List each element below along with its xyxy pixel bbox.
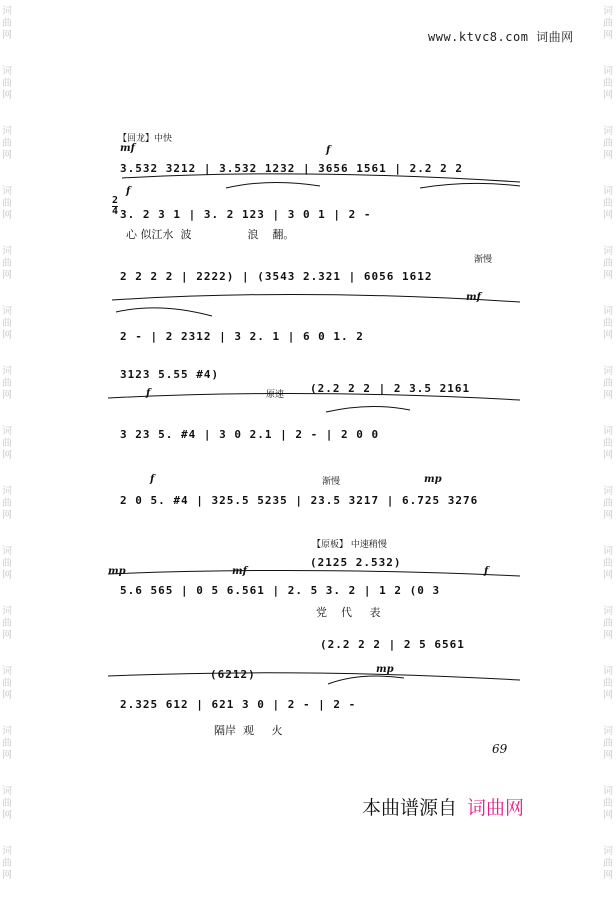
watermark-glyph: 曲 [603, 438, 613, 449]
lyrics-line: 隔岸 观 火 [214, 724, 283, 737]
notation-row: 3. 2 3 1 | 3. 2 123 | 3 0 1 | 2 - [120, 208, 372, 221]
watermark-glyph: 曲 [2, 318, 12, 329]
tempo-mark: 【回龙】中快 [118, 134, 173, 144]
watermark-glyph: 词 [2, 246, 12, 257]
watermark-glyph: 网 [603, 210, 613, 221]
watermark-glyph: 网 [603, 450, 613, 461]
watermark-glyph: 词 [2, 426, 12, 437]
watermark-glyph: 词 [2, 66, 12, 77]
watermark-glyph: 网 [2, 510, 12, 521]
dynamic-mark: mf [232, 566, 247, 577]
watermark-glyph: 网 [2, 870, 12, 881]
watermark-glyph: 网 [603, 30, 613, 41]
watermark-glyph: 词 [603, 6, 613, 17]
notation-row: 2 0 5. #4 | 325.5 5235 | 23.5 3217 | 6.725 3276 [120, 494, 479, 507]
watermark-glyph: 词 [603, 846, 613, 857]
watermark-glyph: 网 [603, 810, 613, 821]
watermark-glyph: 曲 [2, 438, 12, 449]
watermark-glyph: 词 [2, 486, 12, 497]
watermark-glyph: 曲 [2, 618, 12, 629]
watermark-glyph: 曲 [2, 498, 12, 509]
notation-row: (2.2 2 2 | 2 3.5 2161 [310, 382, 471, 395]
watermark-glyph: 词 [2, 666, 12, 677]
tempo-mark: 【原板】 中速稍慢 [312, 540, 387, 550]
watermark-glyph: 词 [2, 6, 12, 17]
notation-row: 3123 5.55 #4) [120, 368, 220, 381]
tempo-mark: 原速 [266, 390, 285, 400]
dynamic-mark: mp [108, 566, 126, 577]
notation-row: (6212) [210, 668, 256, 681]
watermark-glyph: 曲 [2, 738, 12, 749]
watermark-glyph: 词 [603, 246, 613, 257]
lyrics-line: 党 代 表 [316, 606, 381, 619]
watermark-glyph: 网 [603, 90, 613, 101]
tempo-mark: 渐慢 [474, 255, 493, 265]
watermark-glyph: 词 [2, 306, 12, 317]
watermark-glyph: 词 [603, 786, 613, 797]
watermark-glyph: 网 [603, 390, 613, 401]
dynamic-mark: f [126, 186, 131, 197]
watermark-glyph: 词 [2, 606, 12, 617]
watermark-glyph: 词 [2, 126, 12, 137]
notation-row: 5.6 565 | 0 5 6.561 | 2. 5 3. 2 | 1 2 (0 3 [120, 584, 441, 597]
watermark-glyph: 网 [603, 630, 613, 641]
watermark-glyph: 曲 [603, 798, 613, 809]
dynamic-mark: mp [376, 664, 394, 675]
tempo-mark: 渐慢 [322, 477, 341, 487]
dynamic-mark: mf [466, 292, 481, 303]
watermark-glyph: 词 [603, 486, 613, 497]
watermark-glyph: 词 [603, 126, 613, 137]
watermark-glyph: 网 [603, 270, 613, 281]
watermark-glyph: 词 [603, 726, 613, 737]
watermark-glyph: 曲 [603, 318, 613, 329]
lyrics-line: 心 似江水 波 浪 翻。 [126, 228, 295, 241]
notation-row: 2.325 612 | 621 3 0 | 2 - | 2 - [120, 698, 357, 711]
time-signature: 2 4 [112, 195, 119, 217]
watermark-glyph: 网 [2, 30, 12, 41]
watermark-glyph: 词 [603, 306, 613, 317]
watermark-glyph: 曲 [2, 378, 12, 389]
watermark-glyph: 曲 [603, 498, 613, 509]
dynamic-mark: f [326, 145, 331, 156]
watermark-glyph: 词 [2, 786, 12, 797]
watermark-glyph: 网 [603, 870, 613, 881]
watermark-glyph: 词 [603, 606, 613, 617]
watermark-glyph: 曲 [603, 678, 613, 689]
watermark-glyph: 网 [2, 750, 12, 761]
watermark-glyph: 词 [603, 426, 613, 437]
dynamic-mark: mp [424, 474, 442, 485]
watermark-glyph: 曲 [2, 138, 12, 149]
watermark-glyph: 曲 [603, 138, 613, 149]
watermark-glyph: 网 [2, 450, 12, 461]
watermark-glyph: 曲 [2, 798, 12, 809]
watermark-glyph: 词 [603, 366, 613, 377]
watermark-glyph: 词 [603, 66, 613, 77]
watermark-glyph: 词 [2, 186, 12, 197]
watermark-glyph: 网 [2, 390, 12, 401]
watermark-glyph: 词 [603, 546, 613, 557]
watermark-glyph: 网 [2, 630, 12, 641]
watermark-glyph: 曲 [603, 378, 613, 389]
watermark-glyph: 词 [2, 546, 12, 557]
dynamic-mark: f [484, 566, 489, 577]
site-url[interactable]: www.ktvc8.com [428, 30, 529, 44]
watermark-glyph: 曲 [2, 678, 12, 689]
watermark-glyph: 曲 [603, 198, 613, 209]
source-credit[interactable] [362, 793, 524, 820]
watermark-glyph: 网 [2, 150, 12, 161]
source-label: 本曲谱源自 [362, 797, 458, 819]
watermark-glyph: 曲 [2, 258, 12, 269]
watermark-glyph: 曲 [2, 198, 12, 209]
watermark-glyph: 网 [603, 510, 613, 521]
dynamic-mark: mf [120, 143, 135, 154]
watermark-glyph: 曲 [2, 858, 12, 869]
watermark-glyph: 词 [2, 726, 12, 737]
page-number: 69 [492, 742, 508, 756]
watermark-glyph: 词 [2, 846, 12, 857]
watermark-glyph: 曲 [2, 18, 12, 29]
watermark-glyph: 网 [2, 570, 12, 581]
watermark-glyph: 词 [603, 186, 613, 197]
dynamic-mark: f [146, 388, 151, 399]
notation-row: 2 - | 2 2312 | 3 2. 1 | 6 0 1. 2 [120, 330, 364, 343]
watermark-glyph: 网 [2, 330, 12, 341]
watermark-glyph: 曲 [2, 558, 12, 569]
dynamic-mark: f [150, 474, 155, 485]
watermark-glyph: 网 [603, 690, 613, 701]
source-site-link[interactable]: 词曲网 [467, 797, 525, 819]
watermark-glyph: 网 [2, 270, 12, 281]
watermark-glyph: 网 [603, 750, 613, 761]
notation-row: (2125 2.532) [310, 556, 402, 569]
watermark-glyph: 网 [603, 570, 613, 581]
notation-row: (2.2 2 2 | 2 5 6561 [320, 638, 465, 651]
watermark-glyph: 曲 [603, 258, 613, 269]
watermark-glyph: 网 [2, 690, 12, 701]
watermark-glyph: 网 [603, 330, 613, 341]
watermark-glyph: 曲 [603, 858, 613, 869]
watermark-glyph: 曲 [603, 558, 613, 569]
watermark-glyph: 曲 [603, 618, 613, 629]
watermark-glyph: 词 [2, 366, 12, 377]
notation-row: 3.532 3212 | 3.532 1232 | 3656 1561 | 2.2 2 2 [120, 162, 464, 175]
watermark-glyph: 曲 [603, 18, 613, 29]
watermark-glyph: 网 [603, 150, 613, 161]
watermark-glyph: 网 [2, 810, 12, 821]
watermark-glyph: 网 [2, 90, 12, 101]
watermark-glyph: 词 [603, 666, 613, 677]
notation-row: 2 2 2 2 | 2222) | (3543 2.321 | 6056 1612 [120, 270, 433, 283]
watermark-glyph: 曲 [2, 78, 12, 89]
watermark-glyph: 网 [2, 210, 12, 221]
site-name[interactable]: 词曲网 [536, 30, 574, 44]
watermark-glyph: 曲 [603, 78, 613, 89]
notation-row: 3 23 5. #4 | 3 0 2.1 | 2 - | 2 0 0 [120, 428, 380, 441]
watermark-glyph: 曲 [603, 738, 613, 749]
